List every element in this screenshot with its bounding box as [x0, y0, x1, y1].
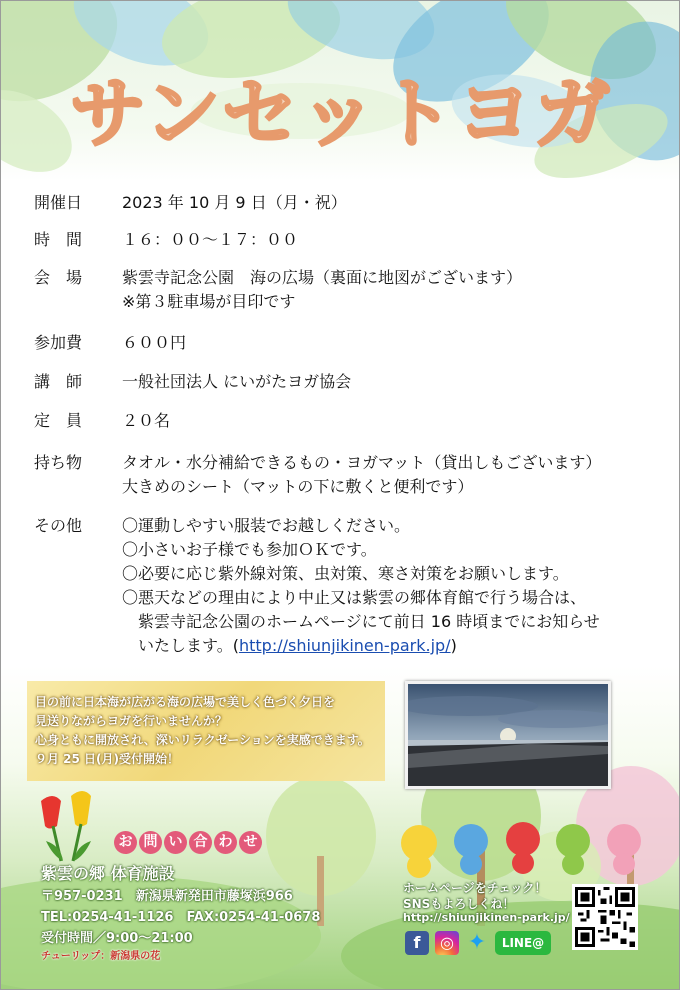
belongings-line1: タオル・水分補給できるもの・ヨガマット（貸出しもございます） — [122, 453, 602, 472]
other-line2: 〇小さいお子様でも参加ＯＫです。 — [122, 540, 377, 559]
other-label: その他 — [34, 516, 83, 535]
sns-icons — [405, 931, 551, 955]
other-line3: 〇必要に応じ紫外線対策、虫対策、寒さ対策をお願いします。 — [122, 564, 569, 583]
facility-address: 〒957-0231 新潟県新発田市藤塚浜966 — [41, 889, 293, 904]
instructor-value: 一般社団法人 にいがたヨガ協会 — [122, 372, 352, 391]
page-title: サンセットヨガ — [69, 69, 613, 158]
other-line6 — [122, 634, 600, 658]
contact-heading — [114, 831, 262, 854]
sunset-photo — [405, 681, 611, 789]
other-line4: 〇悪天などの理由により中止又は紫雲の郷体育館で行う場合は、 — [122, 588, 587, 607]
fee-label: 参加費 — [34, 333, 83, 352]
venue-label: 会 場 — [34, 268, 83, 287]
belongings-line2: 大きめのシート（マットの下に敷くと便利です） — [122, 477, 474, 496]
belongings-label: 持ち物 — [34, 453, 83, 472]
fee-value: ６００円 — [122, 333, 187, 352]
capacity-label: 定 員 — [34, 411, 83, 430]
park-website-link[interactable]: http://shiunjikinen-park.jp/ — [238, 636, 451, 655]
contact-char-6: せ — [239, 831, 262, 854]
contact-char-2: 問 — [139, 831, 162, 854]
promo-line4: ９月 25 日(月)受付開始！ — [35, 752, 180, 766]
other-line5: 紫雲寺記念公園のホームページにて前日 16 時頃までにお知らせ — [122, 612, 600, 631]
contact-char-1: お — [114, 831, 137, 854]
contact-char-4: 合 — [189, 831, 212, 854]
other-line1: 〇運動しやすい服装でお越しください。 — [122, 516, 411, 535]
sns-line2: SNSもよろしくね！ — [403, 897, 515, 911]
time-label: 時 間 — [34, 230, 83, 249]
belongings-value — [122, 451, 601, 499]
promo-line1: 目の前に日本海が広がる海の広場で美しく色づく夕日を — [35, 695, 336, 709]
time-value: １６：００～１７：００ — [122, 230, 299, 249]
capacity-value: ２０名 — [122, 411, 171, 430]
facility-phone: TEL:0254-41-1126 FAX:0254-41-0678 — [41, 910, 321, 925]
instructor-label: 講 師 — [34, 372, 83, 391]
tulip-note: チューリップ：新潟県の花 — [41, 951, 161, 962]
sns-line1: ホームページをチェック！ — [403, 881, 547, 895]
contact-char-3: い — [164, 831, 187, 854]
instagram-icon[interactable]: ◎ — [435, 931, 459, 955]
qr-code — [572, 884, 638, 950]
promo-box — [27, 681, 385, 781]
facility-name: 紫雲の郷 体育施設 — [41, 864, 175, 883]
promo-line2: 見送りながらヨガを行いませんか？ — [35, 714, 228, 728]
sns-url[interactable]: http://shiunjikinen-park.jp/ — [403, 911, 570, 924]
other-line6-prefix: いたします。( — [122, 636, 239, 655]
venue-line1: 紫雲寺記念公園 海の広場（裏面に地図がございます） — [122, 268, 523, 287]
contact-char-5: わ — [214, 831, 237, 854]
venue-line2: ※第３駐車場が目印です — [122, 292, 296, 311]
twitter-icon[interactable]: ✦ — [467, 930, 487, 955]
other-line6-suffix: ) — [450, 636, 457, 655]
other-value — [122, 514, 600, 658]
date-value: 2023 年 10 月 9 日（月・祝） — [122, 193, 347, 212]
header-leaves — [1, 1, 680, 181]
reception-hours: 受付時間／9:00～21:00 — [41, 931, 193, 946]
facebook-icon[interactable]: f — [405, 931, 429, 955]
date-label: 開催日 — [34, 193, 83, 212]
promo-line3: 心身ともに開放され、深いリラクゼーションを実感できます。 — [35, 733, 370, 747]
line-icon[interactable]: LINE@ — [495, 931, 551, 955]
venue-value — [122, 266, 522, 314]
